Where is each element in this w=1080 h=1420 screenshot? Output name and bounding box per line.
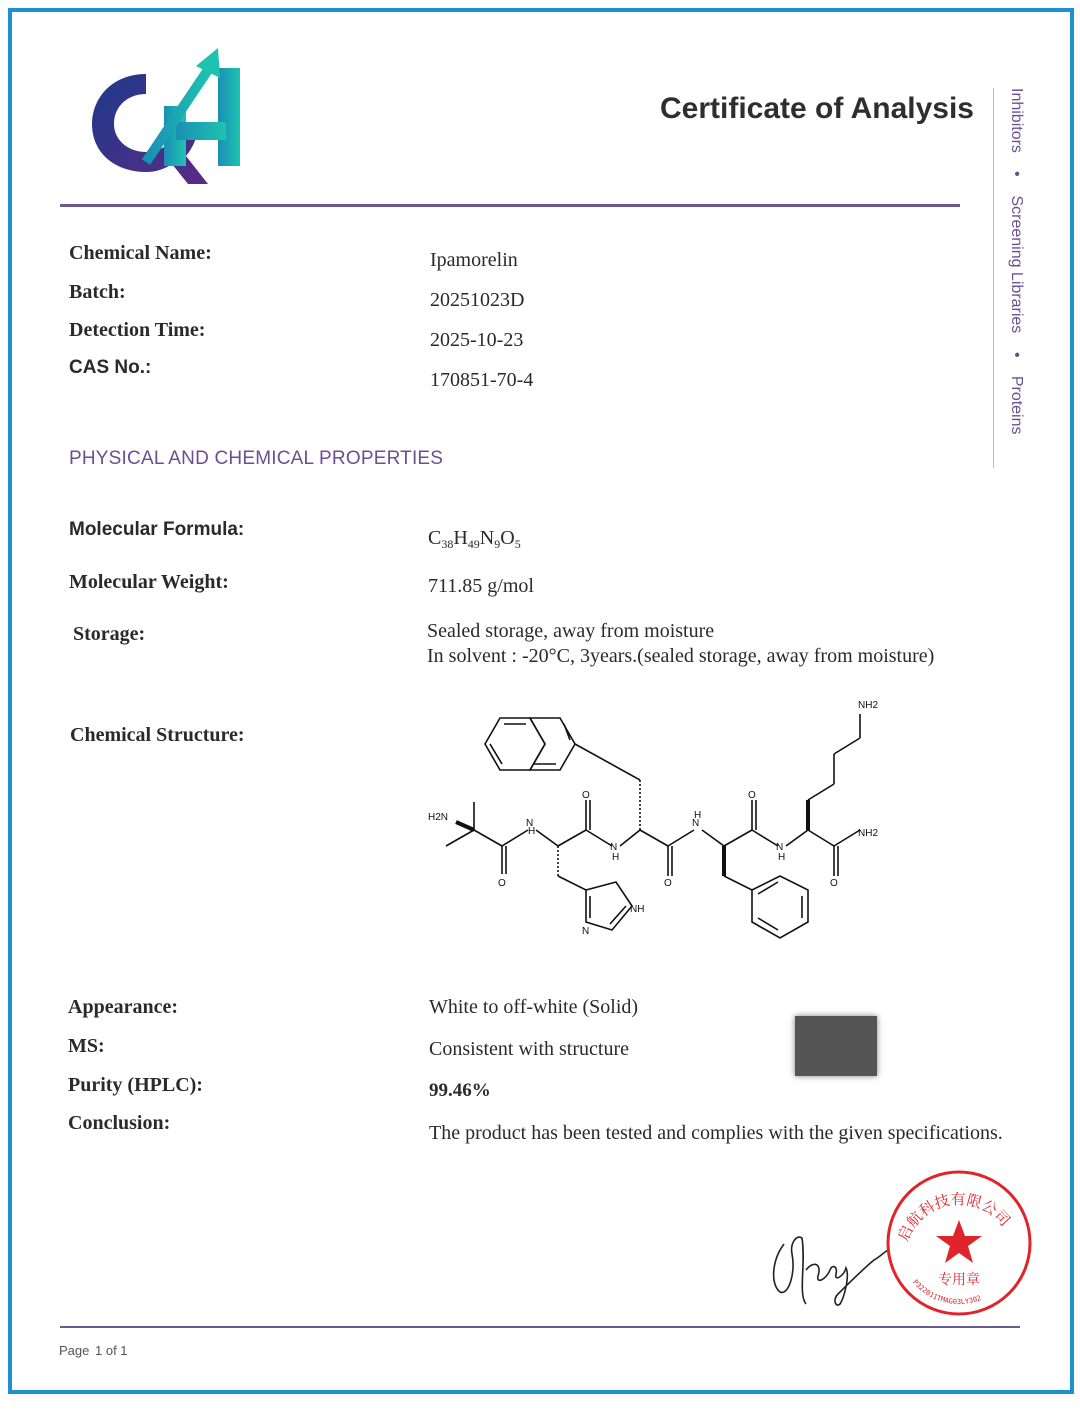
purity-value: 99.46% xyxy=(429,1080,491,1101)
atom-n: N xyxy=(776,842,784,853)
side-item-screening-libraries: Screening Libraries xyxy=(1008,195,1025,334)
atom-h: H xyxy=(778,852,786,863)
storage-line-2: In solvent : -20°C, 3years.(sealed storage, away from moisture) xyxy=(427,645,935,667)
atom-h: H xyxy=(528,826,536,837)
atom-nh-ring: NH xyxy=(630,904,645,915)
cas-label: CAS No.: xyxy=(69,357,152,378)
chemical-structure-label: Chemical Structure: xyxy=(70,724,245,746)
molecular-formula-label: Molecular Formula: xyxy=(69,519,245,540)
company-logo xyxy=(86,44,246,190)
atom-o: O xyxy=(748,790,756,801)
conclusion-label: Conclusion: xyxy=(68,1112,171,1134)
document-title: Certificate of Analysis xyxy=(660,92,974,125)
chemical-name-value: Ipamorelin xyxy=(430,249,518,271)
seal-center-text: 专用章 xyxy=(938,1272,980,1288)
atom-n: N xyxy=(526,818,534,829)
atom-nh2-right: NH2 xyxy=(858,828,879,839)
atom-h2n-left: H2N xyxy=(428,812,449,823)
atom-h: H xyxy=(612,852,620,863)
side-item-proteins: Proteins xyxy=(1008,375,1025,435)
side-bullet: • xyxy=(1008,171,1025,177)
atom-n: N xyxy=(610,842,618,853)
cas-value: 170851-70-4 xyxy=(430,369,534,391)
ms-value: Consistent with structure xyxy=(429,1038,629,1060)
atom-o: O xyxy=(582,790,590,801)
atom-n: N xyxy=(692,818,700,829)
purity-label: Purity (HPLC): xyxy=(68,1074,203,1096)
section-heading: PHYSICAL AND CHEMICAL PROPERTIES xyxy=(69,448,444,469)
ms-label: MS: xyxy=(68,1035,105,1057)
page-number: 1 of 1 xyxy=(95,1343,128,1358)
footer-rule xyxy=(60,1326,1020,1328)
side-item-inhibitors: Inhibitors xyxy=(1008,88,1025,153)
atom-o: O xyxy=(830,878,838,889)
side-divider xyxy=(993,88,994,468)
storage-label: Storage: xyxy=(73,623,146,645)
atom-o: O xyxy=(498,878,506,889)
header-rule xyxy=(60,204,960,207)
atom-nh2-top: NH2 xyxy=(858,700,879,711)
redacted-box xyxy=(795,1016,877,1076)
batch-label: Batch: xyxy=(69,281,126,303)
seal-serial: P322011TMAG03LY302 xyxy=(911,1278,983,1307)
seal-company-text: 启航科技有限公司 xyxy=(894,1190,1014,1244)
company-seal xyxy=(884,1168,1034,1318)
appearance-label: Appearance: xyxy=(68,996,178,1018)
atom-n-ring: N xyxy=(582,926,590,937)
detection-time-value: 2025-10-23 xyxy=(430,329,524,351)
molecular-weight-label: Molecular Weight: xyxy=(69,571,229,593)
detection-time-label: Detection Time: xyxy=(69,319,206,341)
side-banner xyxy=(1003,88,1025,468)
storage-line-1: Sealed storage, away from moisture xyxy=(427,620,715,642)
atom-o: O xyxy=(664,878,672,889)
page-indicator xyxy=(59,1343,128,1358)
batch-value: 20251023D xyxy=(430,289,525,311)
signature xyxy=(766,1214,896,1314)
molecular-weight-value: 711.85 g/mol xyxy=(428,575,534,597)
chemical-structure-diagram xyxy=(420,690,900,950)
side-bullet: • xyxy=(1008,351,1025,358)
conclusion-value: The product has been tested and complies with the given specifications. xyxy=(429,1122,1003,1144)
atom-h: H xyxy=(694,810,702,821)
molecular-formula-value: $C_{38}H_{49}N_9O_5$ xyxy=(428,527,521,551)
page-label: Page xyxy=(59,1343,90,1358)
appearance-value: White to off-white (Solid) xyxy=(429,996,639,1018)
chemical-name-label: Chemical Name: xyxy=(69,242,212,264)
